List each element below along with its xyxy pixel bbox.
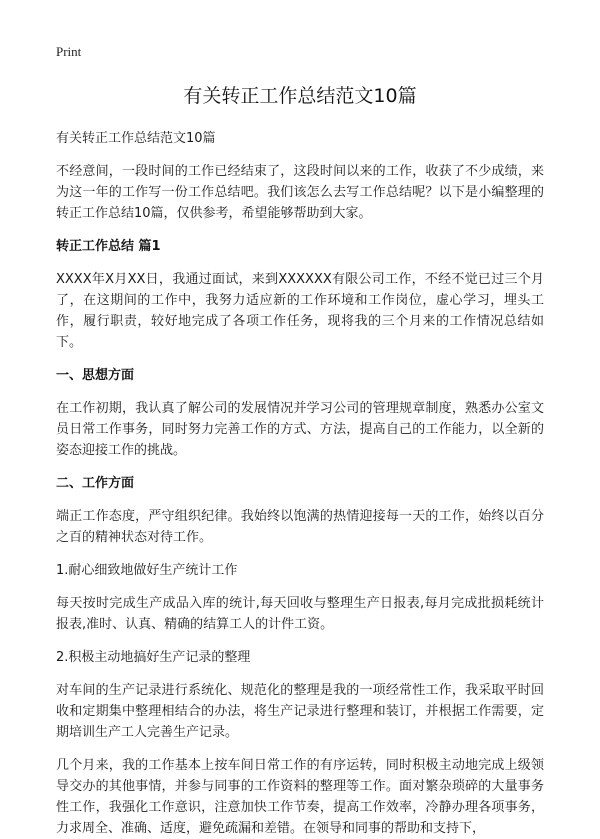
- item1-paragraph: 每天按时完成生产成品入库的统计,每天回收与整理生产日报表,每月完成批损耗统计报表,准时、认真、精确的结算工人的计件工资。: [56, 596, 544, 632]
- closing-paragraph: 几个月来，我的工作基本上按车间日常工作的有序运转，同时积极主动地完成上级领导交办的其他事情，并参与同事的工作资料的整理等工作。面对繁杂琐碎的大量事务性工作，我强化工作意识，注意加快工作节奏，提高工作效率，冷静办理各项事务，力求周全、准确、适度，避免疏漏和差错。在领导和同事的帮助和支持下，: [56, 758, 544, 836]
- section1-paragraph: XXXX年X月XX日，我通过面试，来到XXXXXX有限公司工作，不经不觉已过三个月了，在这期间的工作中，我努力适应新的工作环境和工作岗位，虚心学习，埋头工作，履行职责，较好地完成了各项工作任务，现将我的三个月来的工作情况总结如下。: [56, 272, 544, 350]
- item1-heading: 1.耐心细致地做好生产统计工作: [56, 563, 238, 578]
- item2-heading: 2.积极主动地搞好生产记录的整理: [56, 650, 251, 665]
- thought-paragraph: 在工作初期，我认真了解公司的发展情况并学习公司的管理规章制度，熟悉办公室文员日常工作事务，同时努力完善工作的方式、方法，提高自己的工作能力，以全新的姿态迎接工作的挑战。: [56, 401, 544, 458]
- document-subtitle: 有关转正工作总结范文10篇: [56, 131, 216, 146]
- document-title: 有关转正工作总结范文10篇: [183, 85, 417, 107]
- section1-heading: 转正工作总结 篇1: [56, 239, 161, 254]
- thought-heading: 一、思想方面: [56, 368, 135, 383]
- print-link[interactable]: Print: [56, 44, 82, 59]
- work-heading: 二、工作方面: [56, 476, 135, 491]
- item2-paragraph: 对车间的生产记录进行系统化、规范化的整理是我的一项经常性工作，我采取平时回收和定期集中整理相结合的办法，将生产记录进行整理和装订，并根据工作需要，定期培训生产工人完善生产记录。: [56, 683, 544, 740]
- intro-paragraph: 不经意间，一段时间的工作已经结束了，这段时间以来的工作，收获了不少成绩，来为这一年的工作写一份工作总结吧。我们该怎么去写工作总结呢？以下是小编整理的转正工作总结10篇，仅供参考，希望能够帮助到大家。: [56, 164, 544, 221]
- work-paragraph: 端正工作态度，严守组织纪律。我始终以饱满的热情迎接每一天的工作，始终以百分之百的精神状态对待工作。: [56, 509, 544, 545]
